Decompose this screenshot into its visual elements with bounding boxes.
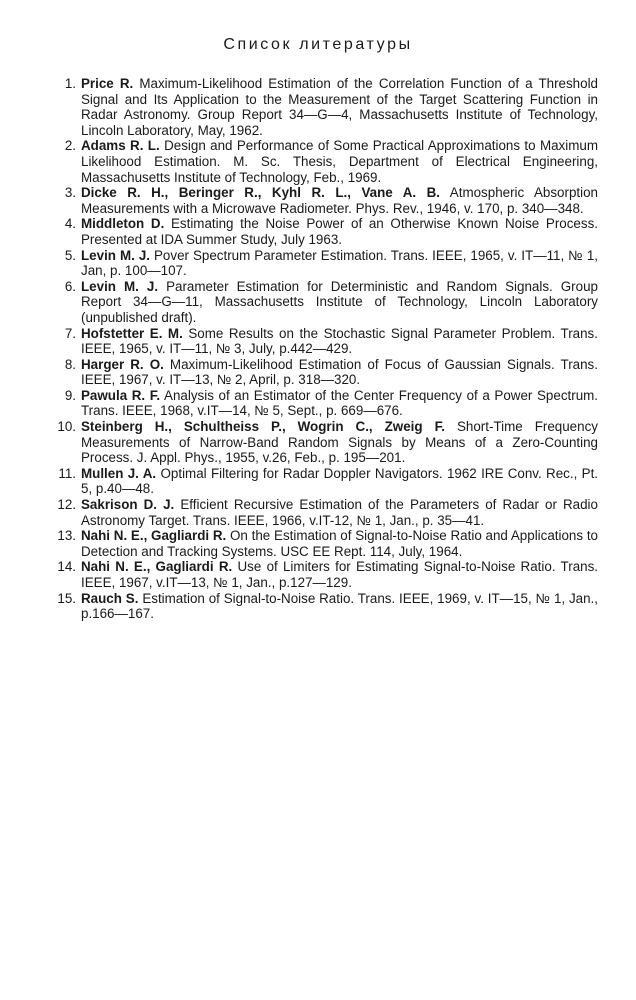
reference-text: Use of Limiters for Estimating Signal-to-Noise Ratio. Trans. IEEE, 1967, v.IT—13, № 1, Jan., p.127—129.: [81, 559, 598, 590]
reference-author: Steinberg H., Schultheiss P., Wogrin C., Zweig F.: [81, 419, 445, 435]
reference-text: Pover Spectrum Parameter Estimation. Trans. IEEE, 1965, v. IT—11, № 1, Jan, p. 100—107.: [81, 247, 598, 279]
reference-number: 7.: [64, 325, 76, 341]
reference-author: Mullen J. A.: [81, 465, 157, 481]
reference-item: [46, 185, 598, 216]
reference-text: Parameter Estimation for Deterministic and Random Signals. Group Report 34—G—11, Massachusetts Institute of Technology, Lincoln Laboratory (unpublished draft).: [81, 278, 598, 325]
reference-number: 2.: [64, 138, 76, 154]
reference-author: Rauch S.: [81, 590, 139, 606]
reference-number: 14.: [57, 559, 76, 575]
reference-author: Hofstetter E. M.: [81, 325, 183, 341]
reference-author: Price R.: [81, 76, 134, 91]
reference-number: 13.: [57, 528, 76, 544]
reference-item: [46, 216, 598, 247]
reference-text: Optimal Filtering for Radar Doppler Navigators. 1962 IRE Conv. Rec., Pt. 5, p.40—48.: [81, 465, 599, 497]
reference-text: Maximum-Likelihood Estimation of the Correlation Function of a Threshold Signal and Its Application to the Measurement of the Target Scattering Function in Radar Astronomy. Group Report 34—G—4, Massachusetts Institute of Technology, Lincoln Laboratory, May, 1962.: [81, 76, 598, 138]
reference-text: Estimation of Signal-to-Noise Ratio. Trans. IEEE, 1969, v. IT—15, № 1, Jan., p.166—167.: [81, 590, 599, 622]
reference-author: Adams R. L.: [81, 138, 160, 154]
reference-item: [46, 248, 598, 279]
reference-item: [46, 279, 598, 326]
reference-item: [46, 528, 598, 559]
reference-item: [46, 388, 598, 419]
reference-author: Dicke R. H., Beringer R., Kyhl R. L., Vane A. B.: [81, 185, 441, 201]
reference-text: Maximum-Likelihood Estimation of Focus of Gaussian Signals. Trans. IEEE, 1967, v. IT—13, № 2, April, p. 318—320.: [81, 356, 598, 388]
reference-item: [46, 419, 598, 466]
reference-text: On the Estimation of Signal-to-Noise Ratio and Applications to Detection and Tracking Systems. USC EE Rept. 114, July, 1964.: [81, 528, 599, 559]
reference-number: 3.: [64, 185, 76, 201]
reference-number: 12.: [57, 497, 76, 513]
reference-text: Some Results on the Stochastic Signal Parameter Problem. Trans. IEEE, 1965, v. IT—11, № 3, July, p.442—429.: [81, 325, 598, 357]
reference-item: [46, 76, 598, 138]
reference-item: [46, 497, 598, 528]
reference-author: Nahi N. E., Gagliardi R.: [81, 528, 227, 544]
reference-text: Design and Performance of Some Practical Approximations to Maximum Likelihood Estimation. M. Sc. Thesis, Department of Electrical Engineering, Massachusetts Institute of Technology, Feb., 1969.: [81, 138, 598, 185]
reference-number: 4.: [64, 216, 76, 232]
reference-author: Harger R. O.: [81, 356, 164, 372]
reference-author: Pawula R. F.: [81, 387, 161, 403]
page-title: Список литературы: [223, 36, 413, 53]
reference-number: 8.: [64, 356, 76, 372]
reference-item: [46, 357, 598, 388]
reference-author: Middleton D.: [81, 216, 165, 232]
reference-text: Efficient Recursive Estimation of the Parameters of Radar or Radio Astronomy Target. Trans. IEEE, 1966, v.IT-12, № 1, Jan., p. 35—41.: [81, 497, 598, 528]
reference-author: Sakrison D. J.: [81, 497, 175, 513]
reference-item: [46, 138, 598, 185]
reference-item: [46, 326, 598, 357]
reference-number: 1.: [64, 76, 76, 91]
reference-number: 6.: [64, 278, 76, 294]
reference-number: 15.: [57, 590, 76, 606]
reference-text: Short-Time Frequency Measurements of Narrow-Band Random Signals by Means of a Zero-Counting Process. J. Appl. Phys., 1955, v.26, Feb., p. 195—201.: [81, 419, 598, 466]
reference-author: Nahi N. E., Gagliardi R.: [81, 559, 233, 575]
reference-author: Levin M. J.: [81, 278, 159, 294]
reference-list: [46, 76, 598, 622]
reference-author: Levin M. J.: [81, 247, 150, 263]
reference-number: 9.: [64, 387, 76, 403]
reference-number: 11.: [58, 465, 76, 481]
reference-text: Atmospheric Absorption Measurements with a Microwave Radiometer. Phys. Rev., 1946, v. 170, p. 340—348.: [81, 185, 598, 216]
reference-text: Estimating the Noise Power of an Otherwise Known Noise Process. Presented at IDA Summer Study, July 1963.: [81, 216, 598, 247]
reference-number: 10.: [57, 419, 76, 435]
reference-number: 5.: [64, 247, 76, 263]
reference-item: [46, 591, 598, 622]
reference-item: [46, 466, 598, 497]
reference-text: Analysis of an Estimator of the Center Frequency of a Power Spectrum. Trans. IEEE, 1968, v.IT—14, № 5, Sept., p. 669—676.: [81, 387, 599, 419]
reference-item: [46, 559, 598, 590]
